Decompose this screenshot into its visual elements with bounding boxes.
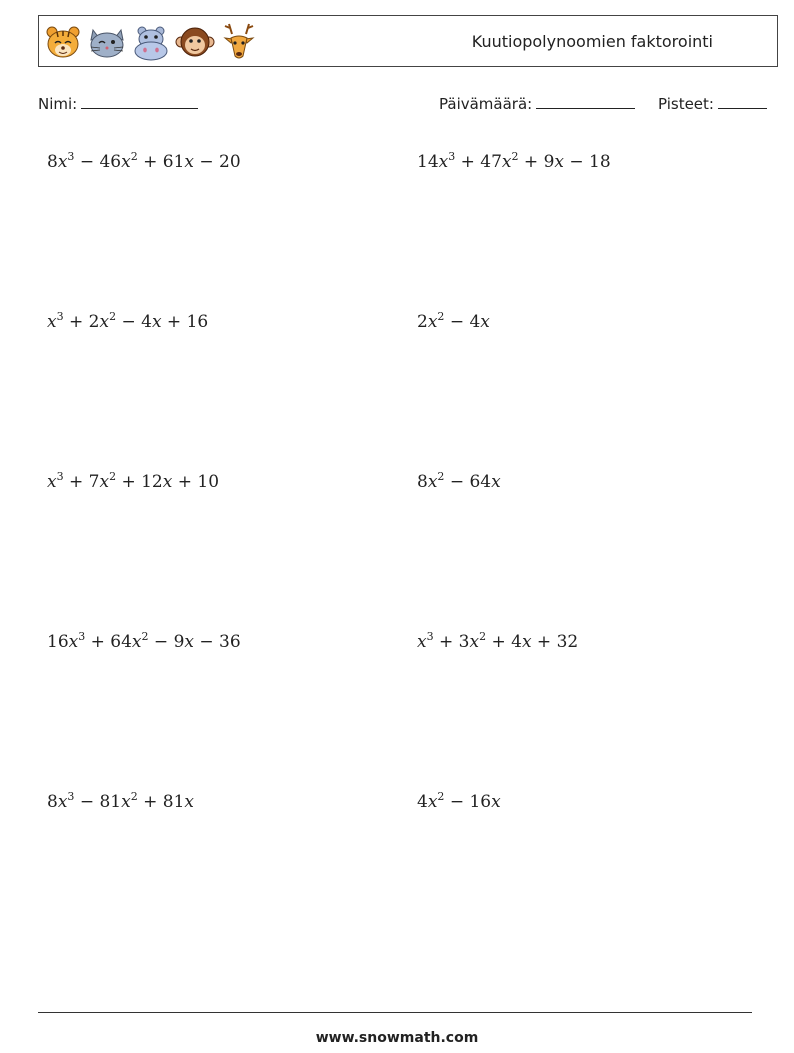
animal-icons xyxy=(43,20,259,64)
date-field xyxy=(439,93,635,113)
exponent: 3 xyxy=(67,150,75,163)
variable: x xyxy=(68,632,79,652)
term-text: − 81 xyxy=(74,792,122,812)
term-text: + 16 xyxy=(161,312,209,332)
footer-website: www.snowmath.com xyxy=(315,1030,479,1046)
term-text: + 2 xyxy=(63,312,100,332)
term-text: − 20 xyxy=(193,152,241,172)
variable: x xyxy=(184,632,194,652)
exponent: 3 xyxy=(67,790,75,803)
exponent: 3 xyxy=(56,310,64,323)
problem-5 xyxy=(47,472,219,492)
problem-1 xyxy=(47,152,241,172)
term-text: + 3 xyxy=(433,632,470,652)
term-text: 8 xyxy=(47,792,58,812)
term-text: + 32 xyxy=(531,632,579,652)
problem-8 xyxy=(417,632,578,652)
variable: x xyxy=(121,792,131,812)
worksheet-header xyxy=(38,15,778,67)
term-text: + 4 xyxy=(486,632,522,652)
term-text: + 61 xyxy=(137,152,185,172)
term-text: + 12 xyxy=(116,472,163,492)
problem-10 xyxy=(417,792,501,812)
variable: x xyxy=(162,472,173,492)
variable: x xyxy=(417,632,427,652)
exponent: 2 xyxy=(109,470,117,483)
variable: x xyxy=(438,152,449,172)
term-text: − 16 xyxy=(444,792,492,812)
date-label: Päivämäärä: xyxy=(439,95,533,113)
variable: x xyxy=(501,152,512,172)
worksheet-title: Kuutiopolynoomien faktorointi xyxy=(471,32,713,51)
variable: x xyxy=(491,792,501,812)
exponent: 3 xyxy=(426,630,434,643)
variable: x xyxy=(57,152,68,172)
variable: x xyxy=(184,152,194,172)
variable: x xyxy=(131,632,142,652)
variable: x xyxy=(47,312,57,332)
score-field xyxy=(658,93,767,113)
term-text: + 81 xyxy=(137,792,185,812)
student-fields xyxy=(38,93,778,117)
term-text: − 64 xyxy=(444,472,492,492)
term-text: + 47 xyxy=(455,152,502,172)
deer-icon xyxy=(219,22,259,62)
term-text: − 36 xyxy=(193,632,241,652)
exponent: 2 xyxy=(437,790,445,803)
exponent: 2 xyxy=(109,310,117,323)
term-text: 8 xyxy=(417,472,428,492)
exponent: 3 xyxy=(56,470,64,483)
hippo-icon xyxy=(131,22,171,62)
problem-9 xyxy=(47,792,194,812)
variable: x xyxy=(47,472,57,492)
term-text: 16 xyxy=(47,632,69,652)
term-text: 8 xyxy=(47,152,58,172)
exponent: 2 xyxy=(437,470,445,483)
variable: x xyxy=(99,472,110,492)
term-text: + 10 xyxy=(172,472,220,492)
exponent: 2 xyxy=(511,150,519,163)
variable: x xyxy=(427,792,438,812)
variable: x xyxy=(57,792,68,812)
exponent: 2 xyxy=(437,310,445,323)
exponent: 2 xyxy=(130,150,138,163)
problem-3 xyxy=(47,312,208,332)
name-label: Nimi: xyxy=(38,95,78,113)
exponent: 2 xyxy=(141,630,149,643)
exponent: 2 xyxy=(130,790,138,803)
score-label: Pisteet: xyxy=(658,95,714,113)
exponent: 2 xyxy=(479,630,487,643)
footer-divider xyxy=(38,1012,752,1013)
variable: x xyxy=(121,152,131,172)
problem-2 xyxy=(417,152,611,172)
date-blank-line[interactable] xyxy=(536,93,635,109)
monkey-icon xyxy=(175,22,215,62)
tiger-icon xyxy=(43,22,83,62)
term-text: + 9 xyxy=(518,152,555,172)
name-blank-line[interactable] xyxy=(81,93,198,109)
term-text: − 18 xyxy=(563,152,611,172)
variable: x xyxy=(521,632,532,652)
term-text: − 4 xyxy=(444,312,481,332)
term-text: 2 xyxy=(417,312,428,332)
variable: x xyxy=(469,632,480,652)
term-text: − 46 xyxy=(74,152,122,172)
variable: x xyxy=(151,312,162,332)
term-text: 14 xyxy=(417,152,439,172)
variable: x xyxy=(99,312,110,332)
problem-4 xyxy=(417,312,490,332)
variable: x xyxy=(427,472,438,492)
variable: x xyxy=(554,152,564,172)
exponent: 3 xyxy=(78,630,86,643)
name-field xyxy=(38,93,198,113)
term-text: − 4 xyxy=(116,312,152,332)
problem-6 xyxy=(417,472,501,492)
variable: x xyxy=(480,312,490,332)
exponent: 3 xyxy=(448,150,456,163)
term-text: + 64 xyxy=(85,632,132,652)
variable: x xyxy=(184,792,194,812)
term-text: 4 xyxy=(417,792,428,812)
score-blank-line[interactable] xyxy=(718,93,767,109)
variable: x xyxy=(491,472,501,492)
problem-7 xyxy=(47,632,241,652)
term-text: + 7 xyxy=(63,472,100,492)
cat-icon xyxy=(87,22,127,62)
variable: x xyxy=(427,312,438,332)
term-text: − 9 xyxy=(148,632,185,652)
